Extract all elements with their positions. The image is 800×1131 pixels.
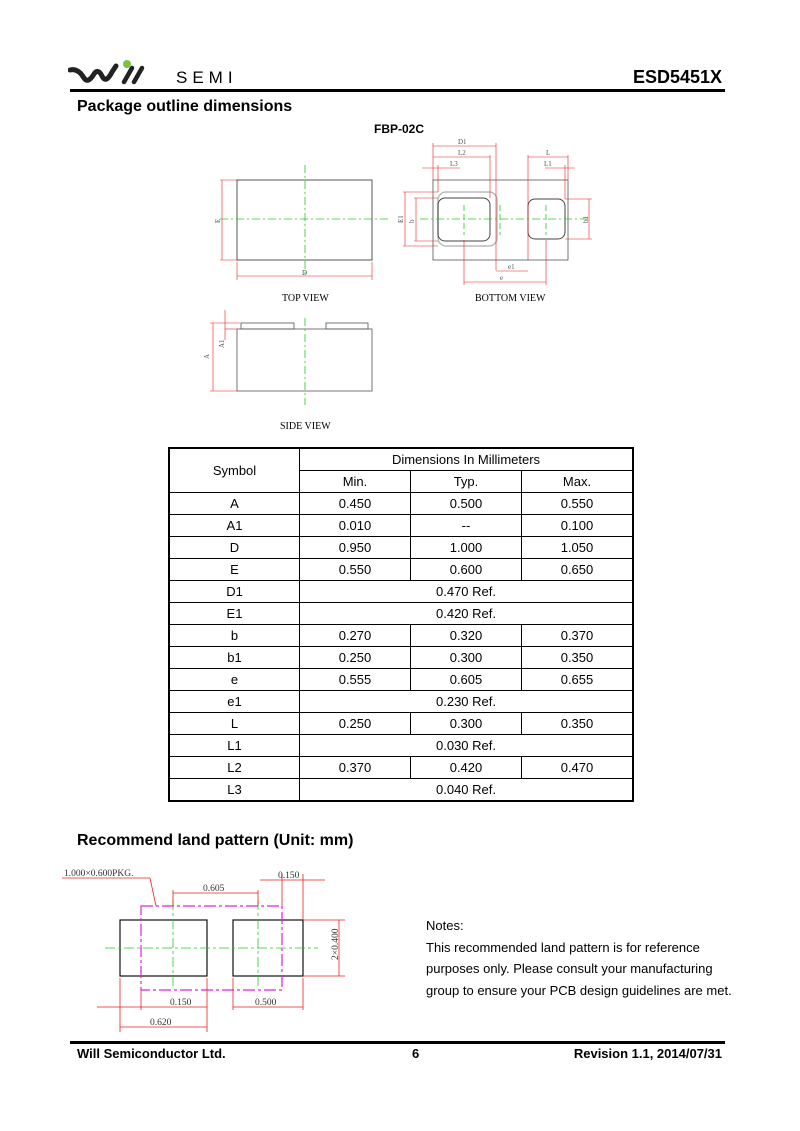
table-cell: 0.550 [300,559,411,581]
top-view [214,165,390,280]
top-view-label: TOP VIEW [282,293,329,304]
table-cell: e [169,669,300,691]
pkg-size-label: 1.000×0.600PKG. [64,869,134,879]
dimension-label: b1 [582,216,590,223]
table-cell: 0.300 [411,647,522,669]
table-row [169,581,633,603]
table-row [169,493,633,515]
table-cell: L2 [169,757,300,779]
table-cell: E1 [169,603,300,625]
page-number: 6 [412,1046,420,1061]
table-cell: -- [411,515,522,537]
table-cell: D1 [169,581,300,603]
symbol-header: Symbol [169,448,300,493]
package-name: FBP-02C [374,122,425,136]
notes-line: group to ensure your PCB design guidelines are met. [426,982,732,998]
dimension-label: e1 [508,263,515,271]
side-view-label: SIDE VIEW [280,421,331,432]
table-cell: 0.370 [522,625,634,647]
table-cell: 0.300 [411,713,522,735]
notes-line: purposes only. Please consult your manufacturing [426,961,713,976]
dimension-label: A1 [218,339,226,348]
table-cell: 0.250 [300,713,411,735]
dimension-label: 0.150 [278,871,300,881]
table-cell: E [169,559,300,581]
dimension-label: L2 [458,149,466,157]
table-cell: 0.010 [300,515,411,537]
table-cell: 0.030 Ref. [300,735,634,757]
table-cell: 0.655 [522,669,634,691]
table-row [169,713,633,735]
table-cell: 0.950 [300,537,411,559]
col-header-typ: Typ. [411,471,522,493]
table-row [169,669,633,691]
table-cell: L1 [169,735,300,757]
table-cell: 0.420 Ref. [300,603,634,625]
dimension-label: E1 [397,215,405,223]
table-cell: 0.450 [300,493,411,515]
table-row [169,603,633,625]
table-row [169,537,633,559]
package-outline-drawing [0,0,800,440]
footer-divider [70,1041,725,1044]
table-cell: 0.470 Ref. [300,581,634,603]
footer-revision: Revision 1.1, 2014/07/31 [573,1046,722,1061]
land-pattern-drawing [0,860,400,1040]
dimension-label: L1 [544,160,552,168]
table-cell: 0.370 [300,757,411,779]
table-cell: 0.230 Ref. [300,691,634,713]
footer-company: Will Semiconductor Ltd. [77,1046,226,1061]
table-cell: 0.600 [411,559,522,581]
table-row [169,515,633,537]
notes [426,915,732,1001]
table-cell: 0.350 [522,647,634,669]
dimension-label: 0.150 [170,998,192,1008]
table-cell: 0.500 [411,493,522,515]
table-cell: b [169,625,300,647]
side-view [203,310,372,405]
table-cell: L3 [169,779,300,802]
section-title-land-pattern: Recommend land pattern (Unit: mm) [77,832,354,849]
table-cell: L [169,713,300,735]
table-cell: 0.470 [522,757,634,779]
dimension-label: 2×0.400 [331,928,341,960]
table-cell: 0.605 [411,669,522,691]
group-header: Dimensions In Millimeters [300,448,634,471]
dimension-label: 0.620 [150,1018,172,1028]
table-cell: 0.270 [300,625,411,647]
table-cell: 0.320 [411,625,522,647]
notes-title: Notes: [426,918,464,933]
dimension-label: A [203,353,211,359]
table-cell: 1.050 [522,537,634,559]
table-cell: 0.420 [411,757,522,779]
table-row [169,779,633,802]
table-cell: e1 [169,691,300,713]
dimension-label: 0.605 [203,884,225,894]
table-row [169,691,633,713]
table-cell: b1 [169,647,300,669]
dimension-label: L3 [450,160,458,168]
dimension-label: b [408,219,416,223]
table-row [169,735,633,757]
table-cell: 0.350 [522,713,634,735]
table-cell: A [169,493,300,515]
bottom-view [397,138,592,285]
section-title-package: Package outline dimensions [77,98,293,115]
dimension-label: D1 [458,138,467,146]
notes-line: This recommended land pattern is for reference [426,939,700,955]
table-row [169,647,633,669]
col-header-max: Max. [522,471,634,493]
dimensions-table [168,447,634,802]
table-cell: D [169,537,300,559]
brand-text: SEMI [176,68,238,87]
dimension-label: 0.500 [255,998,277,1008]
table-cell: 0.250 [300,647,411,669]
table-cell: 0.040 Ref. [300,779,634,802]
dim-label-D: D [302,269,308,277]
table-row [169,625,633,647]
col-header-min: Min. [300,471,411,493]
dimension-label: e [500,274,504,282]
dimension-label: L [546,149,551,157]
table-row [169,757,633,779]
table-cell: A1 [169,515,300,537]
table-row [169,559,633,581]
table-cell: 1.000 [411,537,522,559]
table-cell: 0.555 [300,669,411,691]
dim-label-E: E [214,218,222,223]
bottom-view-label: BOTTOM VIEW [475,293,546,304]
table-cell: 0.100 [522,515,634,537]
table-cell: 0.550 [522,493,634,515]
document-id: ESD5451X [632,67,722,87]
table-cell: 0.650 [522,559,634,581]
